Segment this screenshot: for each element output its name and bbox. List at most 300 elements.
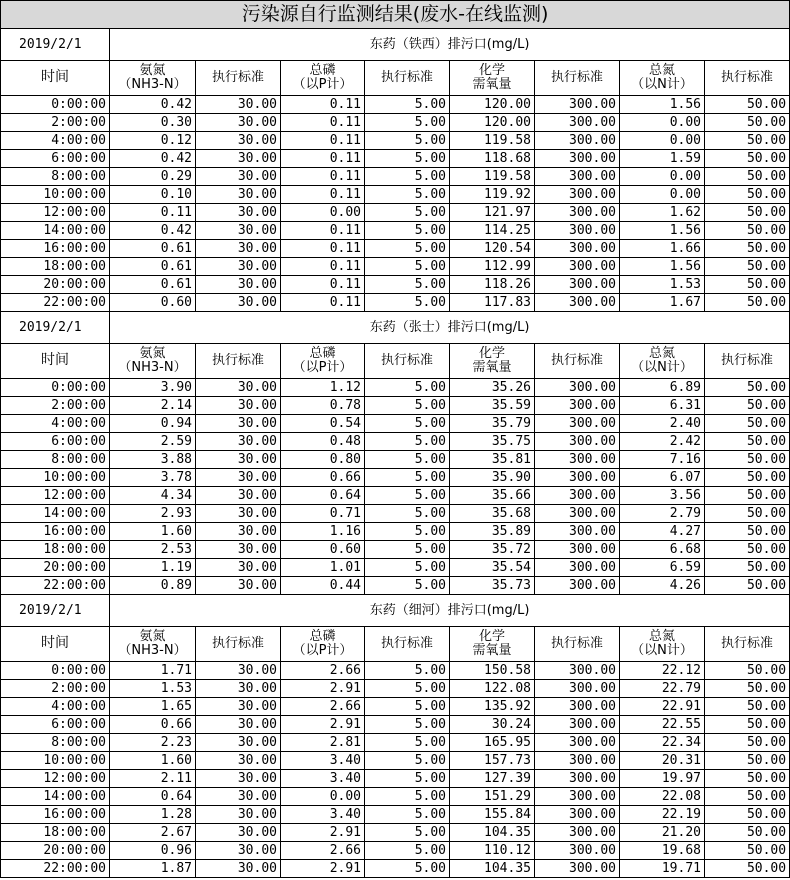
value-cell: 300.00 bbox=[535, 716, 620, 734]
value-cell: 30.00 bbox=[196, 824, 281, 842]
value-cell: 50.00 bbox=[705, 698, 790, 716]
value-cell: 20.31 bbox=[620, 752, 705, 770]
column-header-row bbox=[1, 627, 790, 662]
value-cell: 0.11 bbox=[281, 222, 365, 240]
value-cell: 1.28 bbox=[110, 806, 196, 824]
value-cell: 7.16 bbox=[620, 451, 705, 469]
value-cell: 50.00 bbox=[705, 96, 790, 114]
column-header: 执行标准 bbox=[196, 61, 281, 96]
value-cell: 0.64 bbox=[110, 788, 196, 806]
table-row bbox=[1, 662, 790, 680]
value-cell: 30.00 bbox=[196, 258, 281, 276]
value-cell: 2.66 bbox=[281, 662, 365, 680]
value-cell: 300.00 bbox=[535, 96, 620, 114]
value-cell: 50.00 bbox=[705, 806, 790, 824]
value-cell: 1.16 bbox=[281, 523, 365, 541]
value-cell: 6.68 bbox=[620, 541, 705, 559]
value-cell: 2.42 bbox=[620, 433, 705, 451]
value-cell: 30.00 bbox=[196, 680, 281, 698]
table-row bbox=[1, 559, 790, 577]
time-cell: 6:00:00 bbox=[1, 433, 110, 451]
value-cell: 5.00 bbox=[365, 451, 450, 469]
value-cell: 50.00 bbox=[705, 397, 790, 415]
column-header: 执行标准 bbox=[705, 627, 790, 662]
value-cell: 30.00 bbox=[196, 523, 281, 541]
time-cell: 0:00:00 bbox=[1, 379, 110, 397]
table-row bbox=[1, 114, 790, 132]
value-cell: 300.00 bbox=[535, 415, 620, 433]
value-cell: 5.00 bbox=[365, 186, 450, 204]
value-cell: 0.66 bbox=[281, 469, 365, 487]
value-cell: 30.00 bbox=[196, 770, 281, 788]
table-row bbox=[1, 397, 790, 415]
value-cell: 2.14 bbox=[110, 397, 196, 415]
section-header-row bbox=[1, 595, 790, 627]
value-cell: 50.00 bbox=[705, 276, 790, 294]
column-header: 执行标准 bbox=[705, 61, 790, 96]
value-cell: 5.00 bbox=[365, 842, 450, 860]
value-cell: 300.00 bbox=[535, 132, 620, 150]
value-cell: 0.48 bbox=[281, 433, 365, 451]
value-cell: 50.00 bbox=[705, 379, 790, 397]
section-date: 2019/2/1 bbox=[1, 595, 110, 627]
value-cell: 30.00 bbox=[196, 294, 281, 312]
time-cell: 12:00:00 bbox=[1, 770, 110, 788]
value-cell: 30.00 bbox=[196, 96, 281, 114]
time-cell: 8:00:00 bbox=[1, 734, 110, 752]
value-cell: 300.00 bbox=[535, 294, 620, 312]
value-cell: 22.91 bbox=[620, 698, 705, 716]
value-cell: 50.00 bbox=[705, 577, 790, 595]
value-cell: 0.10 bbox=[110, 186, 196, 204]
value-cell: 35.68 bbox=[450, 505, 535, 523]
value-cell: 127.39 bbox=[450, 770, 535, 788]
section-date: 2019/2/1 bbox=[1, 312, 110, 344]
value-cell: 30.00 bbox=[196, 505, 281, 523]
value-cell: 0.54 bbox=[281, 415, 365, 433]
value-cell: 300.00 bbox=[535, 186, 620, 204]
value-cell: 1.53 bbox=[620, 276, 705, 294]
column-header: 时间 bbox=[1, 61, 110, 96]
value-cell: 35.59 bbox=[450, 397, 535, 415]
value-cell: 2.91 bbox=[281, 824, 365, 842]
value-cell: 2.79 bbox=[620, 505, 705, 523]
value-cell: 300.00 bbox=[535, 505, 620, 523]
value-cell: 5.00 bbox=[365, 860, 450, 878]
value-cell: 104.35 bbox=[450, 860, 535, 878]
value-cell: 114.25 bbox=[450, 222, 535, 240]
value-cell: 5.00 bbox=[365, 716, 450, 734]
value-cell: 1.71 bbox=[110, 662, 196, 680]
value-cell: 300.00 bbox=[535, 842, 620, 860]
value-cell: 4.26 bbox=[620, 577, 705, 595]
value-cell: 300.00 bbox=[535, 451, 620, 469]
value-cell: 300.00 bbox=[535, 114, 620, 132]
time-cell: 20:00:00 bbox=[1, 842, 110, 860]
value-cell: 30.00 bbox=[196, 114, 281, 132]
value-cell: 150.58 bbox=[450, 662, 535, 680]
value-cell: 5.00 bbox=[365, 734, 450, 752]
value-cell: 5.00 bbox=[365, 114, 450, 132]
table-row bbox=[1, 842, 790, 860]
value-cell: 5.00 bbox=[365, 806, 450, 824]
column-header: 总磷 （以P计） bbox=[281, 61, 365, 96]
value-cell: 0.11 bbox=[281, 186, 365, 204]
value-cell: 0.94 bbox=[110, 415, 196, 433]
value-cell: 0.80 bbox=[281, 451, 365, 469]
column-header: 化学 需氧量 bbox=[450, 627, 535, 662]
value-cell: 0.12 bbox=[110, 132, 196, 150]
value-cell: 5.00 bbox=[365, 415, 450, 433]
value-cell: 5.00 bbox=[365, 788, 450, 806]
value-cell: 50.00 bbox=[705, 186, 790, 204]
column-header: 时间 bbox=[1, 344, 110, 379]
value-cell: 30.00 bbox=[196, 842, 281, 860]
value-cell: 300.00 bbox=[535, 150, 620, 168]
value-cell: 300.00 bbox=[535, 698, 620, 716]
value-cell: 2.91 bbox=[281, 860, 365, 878]
value-cell: 0.00 bbox=[620, 186, 705, 204]
table-row bbox=[1, 541, 790, 559]
value-cell: 2.91 bbox=[281, 716, 365, 734]
value-cell: 5.00 bbox=[365, 698, 450, 716]
time-cell: 14:00:00 bbox=[1, 788, 110, 806]
value-cell: 30.00 bbox=[196, 186, 281, 204]
column-header: 总氮 （以N计） bbox=[620, 627, 705, 662]
table-row bbox=[1, 523, 790, 541]
value-cell: 30.00 bbox=[196, 415, 281, 433]
column-header: 执行标准 bbox=[196, 627, 281, 662]
value-cell: 50.00 bbox=[705, 132, 790, 150]
value-cell: 300.00 bbox=[535, 680, 620, 698]
value-cell: 50.00 bbox=[705, 752, 790, 770]
table-row bbox=[1, 150, 790, 168]
time-cell: 20:00:00 bbox=[1, 559, 110, 577]
value-cell: 0.00 bbox=[620, 168, 705, 186]
value-cell: 300.00 bbox=[535, 397, 620, 415]
value-cell: 50.00 bbox=[705, 487, 790, 505]
value-cell: 50.00 bbox=[705, 451, 790, 469]
value-cell: 0.11 bbox=[281, 114, 365, 132]
value-cell: 35.75 bbox=[450, 433, 535, 451]
value-cell: 5.00 bbox=[365, 577, 450, 595]
time-cell: 6:00:00 bbox=[1, 716, 110, 734]
value-cell: 2.40 bbox=[620, 415, 705, 433]
table-row bbox=[1, 469, 790, 487]
value-cell: 5.00 bbox=[365, 150, 450, 168]
column-header: 氨氮 （NH3-N） bbox=[110, 344, 196, 379]
value-cell: 30.00 bbox=[196, 860, 281, 878]
value-cell: 30.00 bbox=[196, 240, 281, 258]
value-cell: 50.00 bbox=[705, 433, 790, 451]
value-cell: 117.83 bbox=[450, 294, 535, 312]
column-header-row bbox=[1, 344, 790, 379]
value-cell: 50.00 bbox=[705, 240, 790, 258]
value-cell: 6.07 bbox=[620, 469, 705, 487]
value-cell: 300.00 bbox=[535, 806, 620, 824]
table-row bbox=[1, 276, 790, 294]
value-cell: 35.81 bbox=[450, 451, 535, 469]
time-cell: 10:00:00 bbox=[1, 186, 110, 204]
value-cell: 3.56 bbox=[620, 487, 705, 505]
time-cell: 20:00:00 bbox=[1, 276, 110, 294]
value-cell: 50.00 bbox=[705, 469, 790, 487]
value-cell: 5.00 bbox=[365, 680, 450, 698]
section-outlet-name: 东药（铁西）排污口(mg/L) bbox=[110, 29, 790, 61]
value-cell: 30.00 bbox=[196, 806, 281, 824]
value-cell: 6.31 bbox=[620, 397, 705, 415]
value-cell: 0.11 bbox=[281, 168, 365, 186]
value-cell: 155.84 bbox=[450, 806, 535, 824]
table-row bbox=[1, 415, 790, 433]
value-cell: 30.00 bbox=[196, 379, 281, 397]
time-cell: 12:00:00 bbox=[1, 204, 110, 222]
value-cell: 30.00 bbox=[196, 150, 281, 168]
value-cell: 120.00 bbox=[450, 114, 535, 132]
value-cell: 5.00 bbox=[365, 662, 450, 680]
value-cell: 0.11 bbox=[281, 294, 365, 312]
value-cell: 300.00 bbox=[535, 577, 620, 595]
table-row bbox=[1, 577, 790, 595]
table-row bbox=[1, 258, 790, 276]
time-cell: 0:00:00 bbox=[1, 662, 110, 680]
value-cell: 2.23 bbox=[110, 734, 196, 752]
time-cell: 18:00:00 bbox=[1, 541, 110, 559]
time-cell: 2:00:00 bbox=[1, 114, 110, 132]
value-cell: 1.19 bbox=[110, 559, 196, 577]
time-cell: 4:00:00 bbox=[1, 132, 110, 150]
value-cell: 5.00 bbox=[365, 276, 450, 294]
value-cell: 30.00 bbox=[196, 788, 281, 806]
column-header: 执行标准 bbox=[535, 61, 620, 96]
value-cell: 300.00 bbox=[535, 860, 620, 878]
value-cell: 0.66 bbox=[110, 716, 196, 734]
value-cell: 120.00 bbox=[450, 96, 535, 114]
value-cell: 135.92 bbox=[450, 698, 535, 716]
value-cell: 50.00 bbox=[705, 680, 790, 698]
value-cell: 1.87 bbox=[110, 860, 196, 878]
value-cell: 2.59 bbox=[110, 433, 196, 451]
value-cell: 22.34 bbox=[620, 734, 705, 752]
time-cell: 12:00:00 bbox=[1, 487, 110, 505]
column-header: 时间 bbox=[1, 627, 110, 662]
value-cell: 50.00 bbox=[705, 168, 790, 186]
value-cell: 5.00 bbox=[365, 559, 450, 577]
value-cell: 1.65 bbox=[110, 698, 196, 716]
value-cell: 30.00 bbox=[196, 132, 281, 150]
value-cell: 35.26 bbox=[450, 379, 535, 397]
time-cell: 18:00:00 bbox=[1, 258, 110, 276]
value-cell: 5.00 bbox=[365, 240, 450, 258]
value-cell: 1.01 bbox=[281, 559, 365, 577]
column-header: 总氮 （以N计） bbox=[620, 61, 705, 96]
value-cell: 0.78 bbox=[281, 397, 365, 415]
value-cell: 30.00 bbox=[196, 469, 281, 487]
value-cell: 120.54 bbox=[450, 240, 535, 258]
value-cell: 0.30 bbox=[110, 114, 196, 132]
table-row bbox=[1, 487, 790, 505]
value-cell: 0.42 bbox=[110, 150, 196, 168]
value-cell: 30.00 bbox=[196, 559, 281, 577]
value-cell: 0.11 bbox=[281, 150, 365, 168]
table-row bbox=[1, 505, 790, 523]
time-cell: 8:00:00 bbox=[1, 451, 110, 469]
value-cell: 30.00 bbox=[196, 577, 281, 595]
value-cell: 30.00 bbox=[196, 662, 281, 680]
value-cell: 3.78 bbox=[110, 469, 196, 487]
value-cell: 5.00 bbox=[365, 96, 450, 114]
value-cell: 22.55 bbox=[620, 716, 705, 734]
value-cell: 300.00 bbox=[535, 487, 620, 505]
value-cell: 19.97 bbox=[620, 770, 705, 788]
value-cell: 3.40 bbox=[281, 752, 365, 770]
value-cell: 122.08 bbox=[450, 680, 535, 698]
value-cell: 22.79 bbox=[620, 680, 705, 698]
time-cell: 22:00:00 bbox=[1, 294, 110, 312]
value-cell: 300.00 bbox=[535, 824, 620, 842]
value-cell: 22.19 bbox=[620, 806, 705, 824]
value-cell: 50.00 bbox=[705, 415, 790, 433]
value-cell: 300.00 bbox=[535, 276, 620, 294]
value-cell: 35.90 bbox=[450, 469, 535, 487]
value-cell: 6.59 bbox=[620, 559, 705, 577]
value-cell: 1.60 bbox=[110, 523, 196, 541]
value-cell: 30.00 bbox=[196, 433, 281, 451]
value-cell: 50.00 bbox=[705, 523, 790, 541]
value-cell: 2.93 bbox=[110, 505, 196, 523]
time-cell: 22:00:00 bbox=[1, 860, 110, 878]
value-cell: 118.26 bbox=[450, 276, 535, 294]
value-cell: 5.00 bbox=[365, 258, 450, 276]
value-cell: 300.00 bbox=[535, 222, 620, 240]
value-cell: 5.00 bbox=[365, 204, 450, 222]
value-cell: 2.67 bbox=[110, 824, 196, 842]
section-header-row bbox=[1, 312, 790, 344]
value-cell: 35.54 bbox=[450, 559, 535, 577]
column-header-row bbox=[1, 61, 790, 96]
section-outlet-name: 东药（张士）排污口(mg/L) bbox=[110, 312, 790, 344]
value-cell: 157.73 bbox=[450, 752, 535, 770]
value-cell: 35.89 bbox=[450, 523, 535, 541]
time-cell: 22:00:00 bbox=[1, 577, 110, 595]
column-header: 总磷 （以P计） bbox=[281, 627, 365, 662]
table-row bbox=[1, 698, 790, 716]
table-row bbox=[1, 824, 790, 842]
table-row bbox=[1, 734, 790, 752]
column-header: 总氮 （以N计） bbox=[620, 344, 705, 379]
value-cell: 5.00 bbox=[365, 222, 450, 240]
value-cell: 35.66 bbox=[450, 487, 535, 505]
time-cell: 16:00:00 bbox=[1, 523, 110, 541]
value-cell: 50.00 bbox=[705, 734, 790, 752]
table-row bbox=[1, 451, 790, 469]
value-cell: 0.00 bbox=[281, 204, 365, 222]
value-cell: 30.00 bbox=[196, 541, 281, 559]
value-cell: 3.88 bbox=[110, 451, 196, 469]
table-row bbox=[1, 96, 790, 114]
column-header: 执行标准 bbox=[705, 344, 790, 379]
value-cell: 4.27 bbox=[620, 523, 705, 541]
table-row bbox=[1, 204, 790, 222]
time-cell: 14:00:00 bbox=[1, 222, 110, 240]
time-cell: 2:00:00 bbox=[1, 397, 110, 415]
column-header: 执行标准 bbox=[365, 61, 450, 96]
value-cell: 1.67 bbox=[620, 294, 705, 312]
value-cell: 19.71 bbox=[620, 860, 705, 878]
table-row bbox=[1, 752, 790, 770]
value-cell: 300.00 bbox=[535, 469, 620, 487]
value-cell: 2.66 bbox=[281, 842, 365, 860]
value-cell: 5.00 bbox=[365, 770, 450, 788]
column-header: 执行标准 bbox=[535, 627, 620, 662]
value-cell: 50.00 bbox=[705, 716, 790, 734]
value-cell: 30.00 bbox=[196, 397, 281, 415]
value-cell: 0.96 bbox=[110, 842, 196, 860]
table-row bbox=[1, 716, 790, 734]
time-cell: 8:00:00 bbox=[1, 168, 110, 186]
value-cell: 300.00 bbox=[535, 734, 620, 752]
value-cell: 0.60 bbox=[281, 541, 365, 559]
value-cell: 50.00 bbox=[705, 505, 790, 523]
value-cell: 0.42 bbox=[110, 222, 196, 240]
value-cell: 5.00 bbox=[365, 379, 450, 397]
value-cell: 1.62 bbox=[620, 204, 705, 222]
value-cell: 300.00 bbox=[535, 662, 620, 680]
time-cell: 2:00:00 bbox=[1, 680, 110, 698]
value-cell: 1.53 bbox=[110, 680, 196, 698]
table-row bbox=[1, 168, 790, 186]
value-cell: 50.00 bbox=[705, 258, 790, 276]
value-cell: 50.00 bbox=[705, 294, 790, 312]
value-cell: 1.12 bbox=[281, 379, 365, 397]
time-cell: 18:00:00 bbox=[1, 824, 110, 842]
value-cell: 6.89 bbox=[620, 379, 705, 397]
value-cell: 0.11 bbox=[281, 258, 365, 276]
value-cell: 300.00 bbox=[535, 379, 620, 397]
time-cell: 0:00:00 bbox=[1, 96, 110, 114]
value-cell: 50.00 bbox=[705, 788, 790, 806]
value-cell: 50.00 bbox=[705, 770, 790, 788]
time-cell: 4:00:00 bbox=[1, 698, 110, 716]
value-cell: 0.64 bbox=[281, 487, 365, 505]
value-cell: 50.00 bbox=[705, 860, 790, 878]
value-cell: 5.00 bbox=[365, 469, 450, 487]
value-cell: 50.00 bbox=[705, 824, 790, 842]
value-cell: 2.91 bbox=[281, 680, 365, 698]
table-row bbox=[1, 433, 790, 451]
value-cell: 119.58 bbox=[450, 132, 535, 150]
value-cell: 3.40 bbox=[281, 806, 365, 824]
value-cell: 50.00 bbox=[705, 114, 790, 132]
column-header: 执行标准 bbox=[196, 344, 281, 379]
value-cell: 5.00 bbox=[365, 433, 450, 451]
value-cell: 0.89 bbox=[110, 577, 196, 595]
value-cell: 0.71 bbox=[281, 505, 365, 523]
value-cell: 0.11 bbox=[281, 276, 365, 294]
sheet-title: 污染源自行监测结果(废水-在线监测) bbox=[1, 1, 790, 29]
column-header: 氨氮 （NH3-N） bbox=[110, 61, 196, 96]
column-header: 化学 需氧量 bbox=[450, 344, 535, 379]
section-date: 2019/2/1 bbox=[1, 29, 110, 61]
value-cell: 5.00 bbox=[365, 168, 450, 186]
value-cell: 118.68 bbox=[450, 150, 535, 168]
value-cell: 300.00 bbox=[535, 770, 620, 788]
table-row bbox=[1, 770, 790, 788]
table-row bbox=[1, 806, 790, 824]
value-cell: 5.00 bbox=[365, 487, 450, 505]
value-cell: 4.34 bbox=[110, 487, 196, 505]
value-cell: 0.11 bbox=[281, 96, 365, 114]
